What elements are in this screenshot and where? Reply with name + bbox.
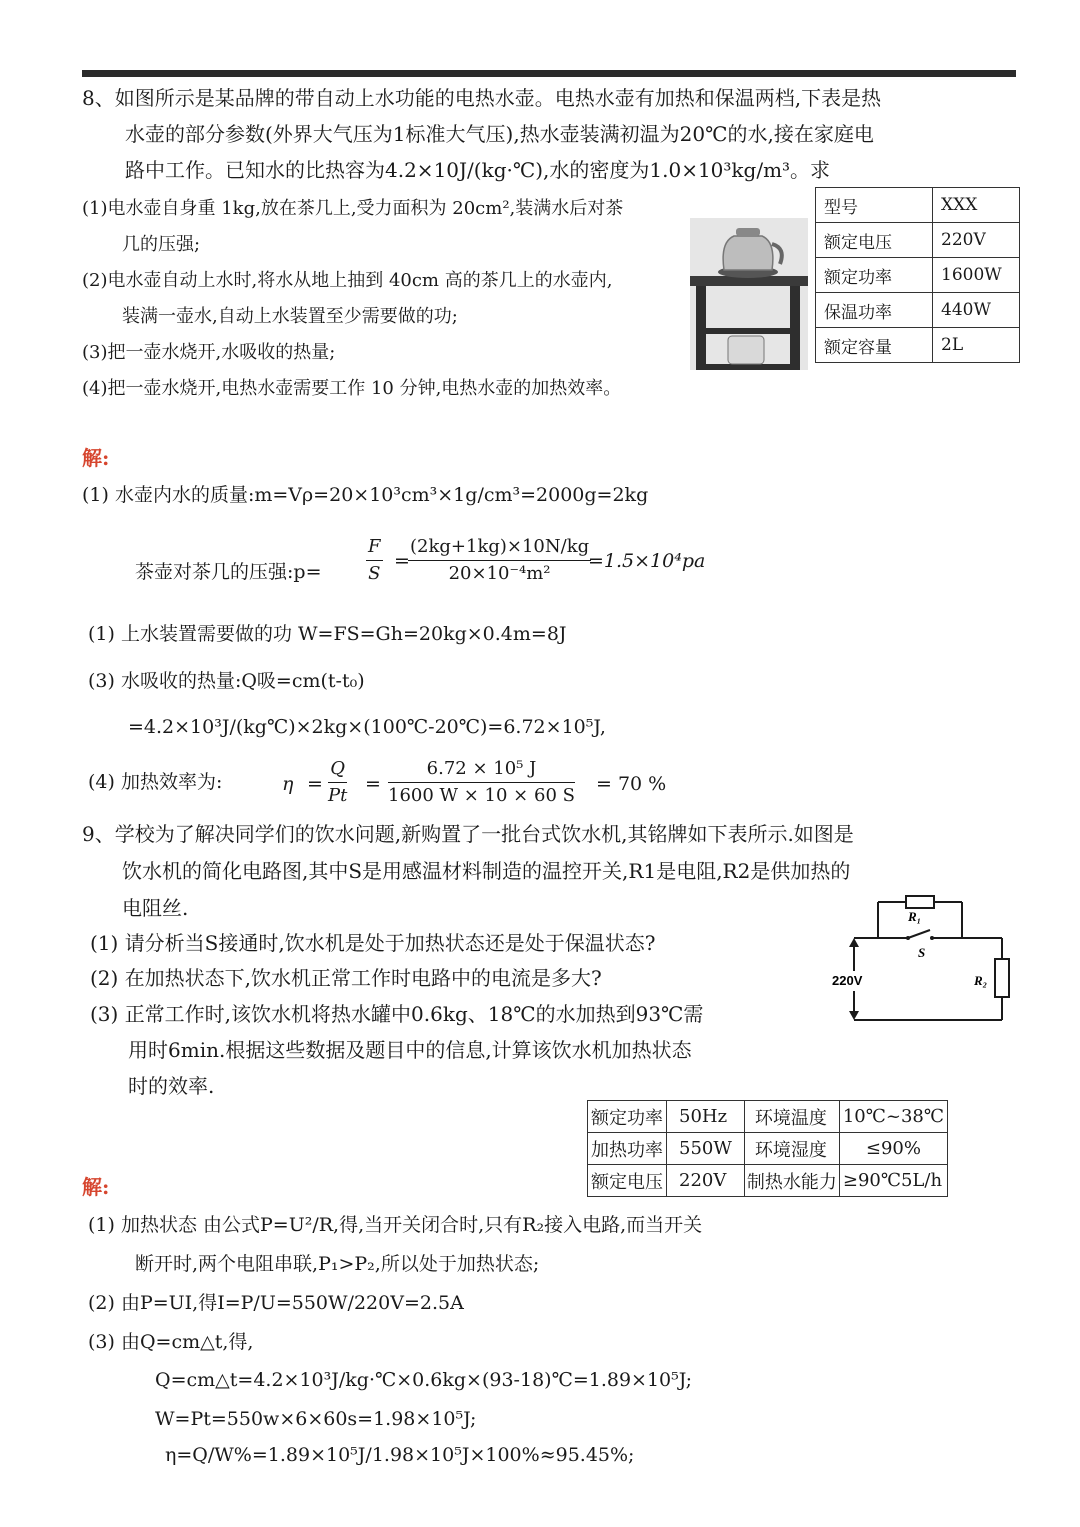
- fraction-numerator: (2kg+1kg)×10N/kg: [408, 538, 591, 561]
- sol8-step4-prefix: (4) 加热效率为:: [88, 771, 223, 793]
- table-row: [588, 1101, 948, 1133]
- fraction-numerator: 6.72 × 10⁵ J: [388, 760, 575, 783]
- table-row: [816, 188, 1020, 223]
- q8-part1-line1: (1)电水壶自身重 1kg,放在茶几上,受力面积为 20cm²,装满水后对茶: [82, 198, 624, 219]
- table-cell: 加热功率: [588, 1133, 667, 1165]
- fraction-pressure: [408, 538, 591, 583]
- sol8-step2: (1) 上水装置需要做的功 W=FS=Gh=20kg×0.4m=8J: [88, 623, 567, 645]
- sol8-step1: (1) 水壶内水的质量:m=Vρ=20×10³cm³×1g/cm³=2000g=2kg: [82, 484, 649, 506]
- table-row: [588, 1133, 948, 1165]
- r2-label: R₂: [974, 973, 988, 988]
- fraction-denominator: S: [368, 563, 381, 584]
- table-cell: 550W: [667, 1133, 745, 1165]
- table-cell: 10℃~38℃: [839, 1101, 947, 1133]
- sol9-step3c: η=Q/W%=1.89×10⁵J/1.98×10⁵J×100%≈95.45%;: [165, 1444, 635, 1466]
- spec-key: 额定容量: [816, 328, 933, 363]
- q9-spec-table: [587, 1100, 948, 1197]
- sol9-step3a: Q=cm△t=4.2×10³J/kg·℃×0.6kg×(93-18)℃=1.89×10⁵J;: [155, 1369, 693, 1391]
- spec-value: XXX: [933, 188, 1020, 223]
- q8-spec-table: [815, 187, 1020, 363]
- q8-part2-line1: (2)电水壶自动上水时,将水从地上抽到 40cm 高的茶几上的水壶内,: [82, 270, 613, 291]
- switch-label: S: [918, 945, 926, 960]
- spec-key: 型号: [816, 188, 933, 223]
- table-cell: ≥90℃5L/h: [839, 1165, 947, 1197]
- q9-stem-line3: 电阻丝.: [122, 896, 189, 920]
- q9-part3-line2: 用时6min.根据这些数据及题目中的信息,计算该饮水机加热状态: [128, 1038, 692, 1062]
- sol8-label: 解:: [82, 446, 110, 470]
- equals-sign: =: [365, 773, 381, 795]
- fraction-numerator: Q: [328, 760, 347, 783]
- q8-stem-line3: 路中工作。已知水的比热容为4.2×10J/(kg·℃),水的密度为1.0×10³kg/m³。求: [125, 158, 831, 182]
- sol9-label: 解:: [82, 1175, 110, 1199]
- fraction-denominator: 20×10⁻⁴m²: [448, 563, 551, 584]
- sol9-step1-line2: 断开时,两个电阻串联,P₁>P₂,所以处于加热状态;: [135, 1253, 540, 1275]
- table-row: [816, 258, 1020, 293]
- table-cell: 环境湿度: [744, 1133, 839, 1165]
- table-row: [816, 293, 1020, 328]
- r1-label: R₁: [908, 909, 922, 924]
- sol9-step2: (2) 由P=UI,得I=P/U=550W/220V=2.5A: [88, 1292, 464, 1314]
- sol8-step4-result: = 70 %: [596, 773, 667, 795]
- spec-value: 2L: [933, 328, 1020, 363]
- q9-part3-line3: 时的效率.: [128, 1074, 215, 1098]
- spec-value: 440W: [933, 293, 1020, 328]
- q8-part4: (4)把一壶水烧开,电热水壶需要工作 10 分钟,电热水壶的加热效率。: [82, 378, 622, 399]
- q9-part2: (2) 在加热状态下,饮水机正常工作时电路中的电流是多大?: [90, 966, 602, 990]
- fraction-efficiency: [388, 760, 575, 805]
- table-row: [588, 1165, 948, 1197]
- q8-stem-line1: 8、如图所示是某品牌的带自动上水功能的电热水壶。电热水壶有加热和保温两档,下表是热: [82, 86, 882, 110]
- sol8-step3: (3) 水吸收的热量:Q吸=cm(t-t₀): [88, 670, 365, 692]
- fraction-denominator: 1600 W × 10 × 60 S: [388, 785, 575, 806]
- spec-value: 220V: [933, 223, 1020, 258]
- sol9-step3b: W=Pt=550w×6×60s=1.98×10⁵J;: [155, 1408, 477, 1430]
- table-cell: 额定功率: [588, 1101, 667, 1133]
- q9-part1: (1) 请分析当S接通时,饮水机是处于加热状态还是处于保温状态?: [90, 931, 656, 955]
- table-cell: 额定电压: [588, 1165, 667, 1197]
- fraction-q-over-pt: [328, 760, 347, 805]
- table-row: [816, 328, 1020, 363]
- sol8-step3b: =4.2×10³J/(kg℃)×2kg×(100℃-20℃)=6.72×10⁵J,: [128, 716, 606, 738]
- q8-part1-line2: 几的压强;: [122, 234, 201, 255]
- spec-value: 1600W: [933, 258, 1020, 293]
- fraction-denominator: Pt: [328, 785, 348, 806]
- sol9-step1-line1: (1) 加热状态 由公式P=U²/R,得,当开关闭合时,只有R₂接入电路,而当开关: [88, 1214, 703, 1236]
- equals-sign: =: [394, 550, 410, 572]
- top-rule: [82, 70, 1016, 77]
- fraction-f-over-s: [366, 538, 383, 583]
- table-cell: ≤90%: [839, 1133, 947, 1165]
- q9-stem-line2: 饮水机的简化电路图,其中S是用感温材料制造的温控开关,R1是电阻,R2是供加热的: [122, 859, 851, 883]
- q8-stem-line2: 水壶的部分参数(外界大气压为1标准大气压),热水壶装满初温为20℃的水,接在家庭电: [125, 122, 874, 146]
- sol8-step1b-prefix: 茶壶对茶几的压强:p=: [135, 561, 322, 583]
- fraction-numerator: F: [366, 538, 383, 561]
- table-cell: 220V: [667, 1165, 745, 1197]
- spec-key: 额定电压: [816, 223, 933, 258]
- q9-stem-line1: 9、学校为了解决同学们的饮水问题,新购置了一批台式饮水机,其铭牌如下表所示.如图是: [82, 822, 854, 846]
- table-row: [816, 223, 1020, 258]
- table-cell: 50Hz: [667, 1101, 745, 1133]
- circuit-diagram: [828, 893, 1018, 1028]
- sol8-step1b-result: =1.5×10⁴pa: [588, 550, 706, 572]
- voltage-label: 220V: [832, 973, 863, 988]
- equals-sign: =: [307, 773, 323, 795]
- spec-key: 保温功率: [816, 293, 933, 328]
- table-cell: 制热水能力: [744, 1165, 839, 1197]
- sol9-step3: (3) 由Q=cm△t,得,: [88, 1331, 254, 1353]
- kettle-image: [690, 218, 808, 370]
- q9-part3-line1: (3) 正常工作时,该饮水机将热水罐中0.6kg、18℃的水加热到93℃需: [90, 1002, 704, 1026]
- spec-key: 额定功率: [816, 258, 933, 293]
- efficiency-symbol: η: [282, 773, 294, 795]
- q8-part2-line2: 装满一壶水,自动上水装置至少需要做的功;: [122, 306, 458, 327]
- table-cell: 环境温度: [744, 1101, 839, 1133]
- q8-part3: (3)把一壶水烧开,水吸收的热量;: [82, 342, 336, 363]
